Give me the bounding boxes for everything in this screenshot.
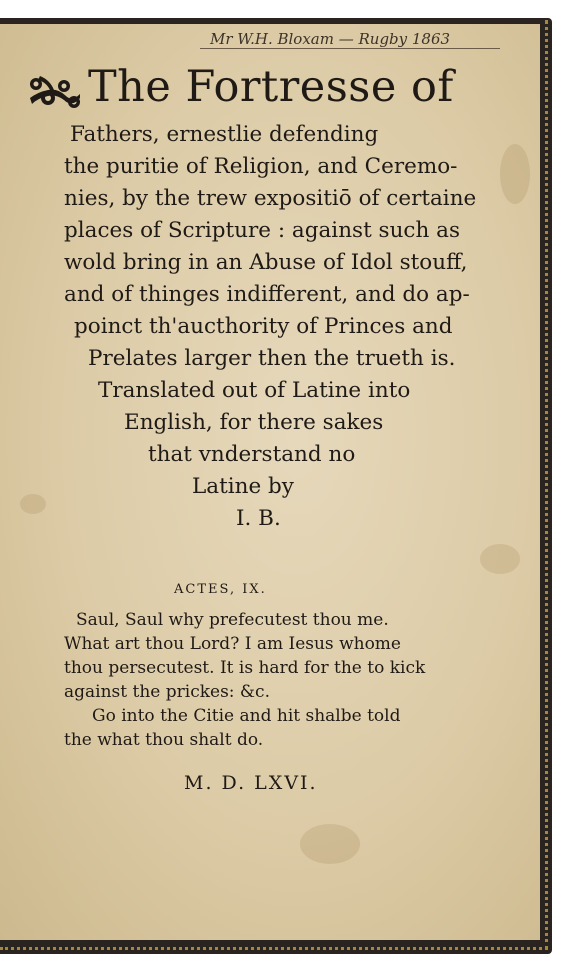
inscription-underline — [200, 48, 500, 49]
title-line: English, for there sakes — [124, 410, 384, 435]
title-line: places of Scripture : against such as — [64, 218, 460, 243]
foxing-stain — [500, 144, 530, 204]
epigraph-line: against the prickes: &c. — [64, 682, 270, 702]
ownership-inscription: Mr W.H. Bloxam — Rugby 1863 — [210, 30, 451, 48]
translator-initials: I. B. — [236, 506, 281, 531]
title-line: nies, by the trew expositiō of certaine — [64, 186, 477, 211]
title-line: Prelates larger then the trueth is. — [88, 346, 456, 371]
title-line: wold bring in an Abuse of Idol stouff, — [64, 250, 468, 275]
epigraph-line: What art thou Lord? I am Iesus whome — [64, 634, 401, 654]
imprint-date: M. D. LXVI. — [184, 772, 318, 794]
foxing-stain — [20, 494, 46, 514]
foxing-stain — [300, 824, 360, 864]
epigraph-line: Go into the Citie and hit shalbe told — [92, 706, 401, 726]
title-line: that vnderstand no — [148, 442, 356, 467]
title-page — [0, 24, 540, 940]
title-line: Translated out of Latine into — [98, 378, 411, 403]
epigraph-line: the what thou shalt do. — [64, 730, 264, 750]
book-title: The Fortresse of — [88, 62, 454, 112]
title-line: Latine by — [192, 474, 294, 499]
epigraph-line: Saul, Saul why prefecutest thou me. — [76, 610, 389, 630]
printers-ornament-icon — [26, 72, 84, 112]
epigraph-reference: ACTES, IX. — [174, 582, 267, 597]
epigraph-line: thou persecutest. It is hard for the to kick — [64, 658, 426, 678]
title-line: the puritie of Religion, and Ceremo- — [64, 154, 458, 179]
title-line: Fathers, ernestlie defending — [70, 122, 379, 147]
title-line: poinct th'aucthority of Princes and — [74, 314, 453, 339]
title-line: and of thinges indifferent, and do ap- — [64, 282, 470, 307]
foxing-stain — [480, 544, 520, 574]
